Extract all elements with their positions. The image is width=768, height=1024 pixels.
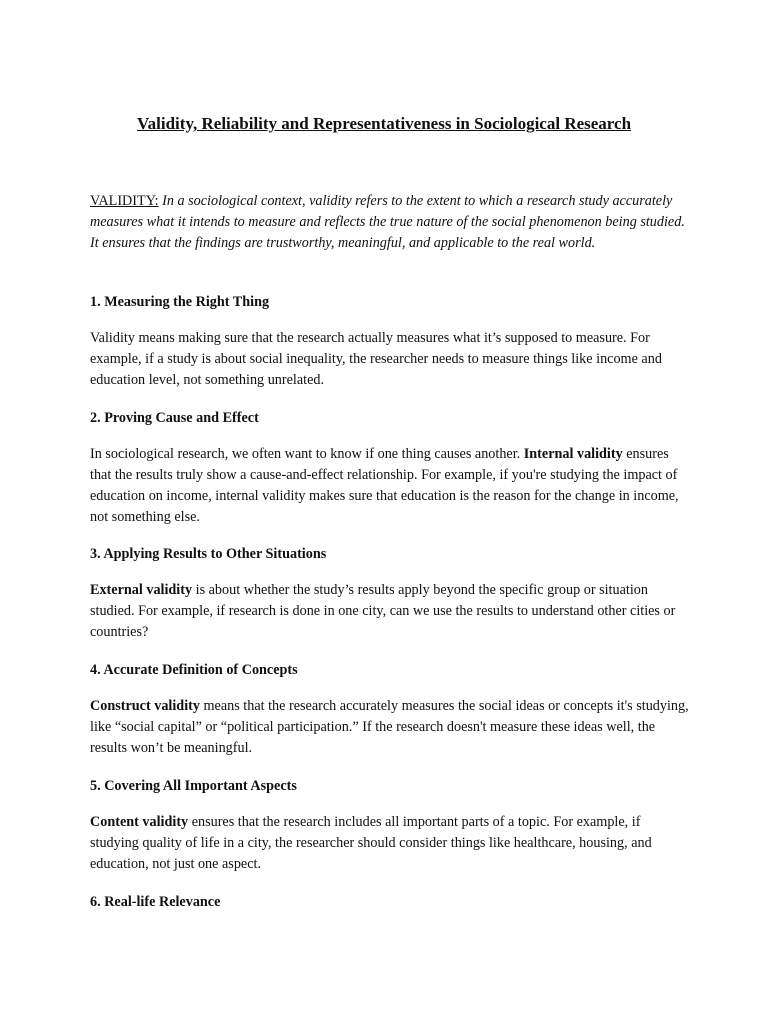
section-2-paragraph	[90, 444, 690, 528]
section-4-text: means that the research accurately measures the social ideas or concepts it's studying, like “social capital” or “political participation.” If the research doesn't measure these ideas well, the results won’t be meaningful.	[90, 698, 689, 756]
section-2-text: ensures that the results truly show a cause-and-effect relationship. For example, if you're studying the impact of education on income, internal validity makes sure that education is the reason for the change in income, not something else.	[90, 446, 679, 525]
document-title: Validity, Reliability and Representativeness in Sociological Research	[136, 114, 632, 133]
validity-definition: In a sociological context, validity refers to the extent to which a research study accurately measures what it intends to measure and reflects the true nature of the social phenomenon being studied. It ensures that the findings are trustworthy, meaningful, and applicable to the real world.	[90, 193, 685, 251]
section-2-pre-text: In sociological research, we often want to know if one thing causes another.	[90, 446, 524, 462]
section-6-heading: 6. Real-life Relevance	[90, 894, 221, 910]
section-3-heading: 3. Applying Results to Other Situations	[90, 546, 327, 562]
section-3-lead-term: External validity	[90, 582, 193, 598]
section-3-paragraph	[90, 580, 690, 643]
section-5-text: ensures that the research includes all important parts of a topic. For example, if studying quality of life in a city, the researcher should consider things like healthcare, housing, and education, not just one aspect.	[90, 814, 652, 872]
section-2-heading: 2. Proving Cause and Effect	[90, 410, 259, 426]
section-4-heading: 4. Accurate Definition of Concepts	[90, 662, 298, 678]
section-1-text: Validity means making sure that the research actually measures what it’s supposed to measure. For example, if a study is about social inequality, the researcher needs to measure things like income and education level, not something unrelated.	[90, 330, 662, 388]
section-1-heading: 1. Measuring the Right Thing	[90, 294, 270, 310]
section-5-paragraph	[90, 812, 690, 875]
section-5-lead-term: Content validity	[90, 814, 189, 830]
section-4-paragraph	[90, 696, 690, 759]
validity-intro-paragraph	[90, 191, 690, 254]
validity-label: VALIDITY:	[90, 193, 159, 209]
section-1-paragraph	[90, 328, 690, 391]
section-5-heading: 5. Covering All Important Aspects	[90, 778, 297, 794]
section-3-text: is about whether the study’s results apply beyond the specific group or situation studied. For example, if research is done in one city, can we use the results to understand other cities or countries?	[90, 582, 676, 640]
section-4-lead-term: Construct validity	[90, 698, 200, 714]
section-2-lead-term: Internal validity	[523, 446, 623, 462]
